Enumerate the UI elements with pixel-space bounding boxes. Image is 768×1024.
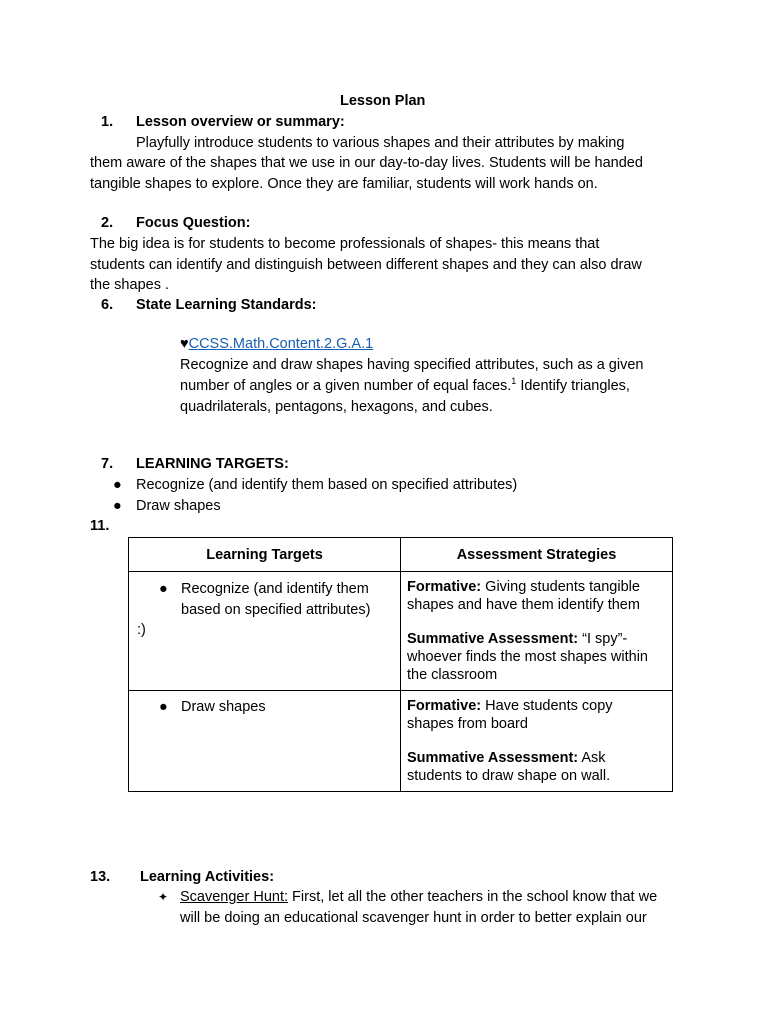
standard-link[interactable]: CCSS.Math.Content.2.G.A.1 xyxy=(188,336,374,352)
row-1-assessment-cell xyxy=(401,572,673,691)
learning-target-bullet-1: Recognize (and identify them based on specified attributes) xyxy=(136,477,518,493)
row-1-summative-text: “I spy”- xyxy=(578,631,628,647)
row-2-formative-line-2: shapes from board xyxy=(407,716,528,732)
activity-line-1 xyxy=(180,887,657,907)
section-2-line-1: The big idea is for students to become professionals of shapes- this means that xyxy=(90,236,600,252)
summative-label: Summative Assessment: xyxy=(407,631,579,647)
activity-text: First, let all the other teachers in the school know that we xyxy=(288,889,658,905)
standard-line-2-rest: Identify triangles, xyxy=(516,378,630,394)
section-2-line-2: students can identify and distinguish between different shapes and they can also draw xyxy=(90,257,642,273)
row-1-formative-text: Giving students tangible xyxy=(481,579,640,595)
header-learning-targets: Learning Targets xyxy=(129,538,401,572)
row-1-target-line-1: Recognize (and identify them xyxy=(181,581,369,597)
table-row xyxy=(129,572,673,691)
row-2-summative-text: Ask xyxy=(578,750,606,766)
row-1-formative-line-2: shapes and have them identify them xyxy=(407,597,640,613)
bullet-dot-icon: ● xyxy=(113,477,122,493)
section-1-heading: Lesson overview or summary: xyxy=(136,114,345,130)
footnote-marker[interactable]: 1 xyxy=(511,376,517,386)
heart-icon: ♥ xyxy=(180,336,189,352)
standard-line-2 xyxy=(180,376,630,396)
targets-assessment-table xyxy=(128,537,673,792)
row-1-target-cell xyxy=(129,572,401,691)
header-assessment-strategies: Assessment Strategies xyxy=(401,538,673,572)
activity-label: Scavenger Hunt: xyxy=(180,889,289,905)
section-2-line-3: the shapes . xyxy=(90,277,169,293)
learning-target-bullet-2: Draw shapes xyxy=(136,498,221,514)
section-7-number: 7. xyxy=(101,456,114,472)
section-1-line-2: them aware of the shapes that we use in our day-to-day lives. Students will be handed xyxy=(90,155,643,171)
standard-line-2-text: number of angles or a given number of equal faces. xyxy=(180,378,512,394)
bullet-dot-icon: ● xyxy=(159,699,168,715)
star-bullet-icon: ✦ xyxy=(158,890,169,904)
smiley-text: :) xyxy=(137,622,146,638)
section-13-number: 13. xyxy=(90,869,111,885)
standard-line-1: Recognize and draw shapes having specified attributes, such as a given xyxy=(180,357,644,373)
row-1-summative-line-2: whoever finds the most shapes within xyxy=(407,649,648,665)
summative-label: Summative Assessment: xyxy=(407,750,579,766)
standard-reference xyxy=(180,334,373,354)
bullet-dot-icon: ● xyxy=(159,581,168,597)
section-1-line-1: Playfully introduce students to various shapes and their attributes by making xyxy=(136,135,625,151)
row-2-target-cell xyxy=(129,691,401,792)
section-1-number: 1. xyxy=(101,114,114,130)
row-2-assessment-cell xyxy=(401,691,673,792)
section-7-heading: LEARNING TARGETS: xyxy=(136,456,289,472)
row-1-summative-line-3: the classroom xyxy=(407,667,498,683)
section-2-heading: Focus Question: xyxy=(136,215,251,231)
row-2-formative-text: Have students copy xyxy=(481,698,613,714)
page-title: Lesson Plan xyxy=(340,93,426,109)
formative-label: Formative: xyxy=(407,698,482,714)
standard-line-3: quadrilaterals, pentagons, hexagons, and cubes. xyxy=(180,399,493,415)
section-13-heading: Learning Activities: xyxy=(140,869,275,885)
table-row xyxy=(129,691,673,792)
row-2-target-text: Draw shapes xyxy=(181,699,266,715)
bullet-dot-icon: ● xyxy=(113,498,122,514)
row-1-target-line-2: based on specified attributes) xyxy=(181,602,371,618)
formative-label: Formative: xyxy=(407,579,482,595)
row-2-summative-line-2: students to draw shape on wall. xyxy=(407,768,611,784)
section-6-number: 6. xyxy=(101,297,114,313)
section-11-number: 11. xyxy=(90,518,110,534)
table-header-row xyxy=(129,538,673,572)
activity-line-2: will be doing an educational scavenger hunt in order to better explain our xyxy=(180,910,647,926)
section-2-number: 2. xyxy=(101,215,114,231)
section-6-heading: State Learning Standards: xyxy=(136,297,317,313)
section-1-line-3: tangible shapes to explore. Once they are familiar, students will work hands on. xyxy=(90,176,598,192)
